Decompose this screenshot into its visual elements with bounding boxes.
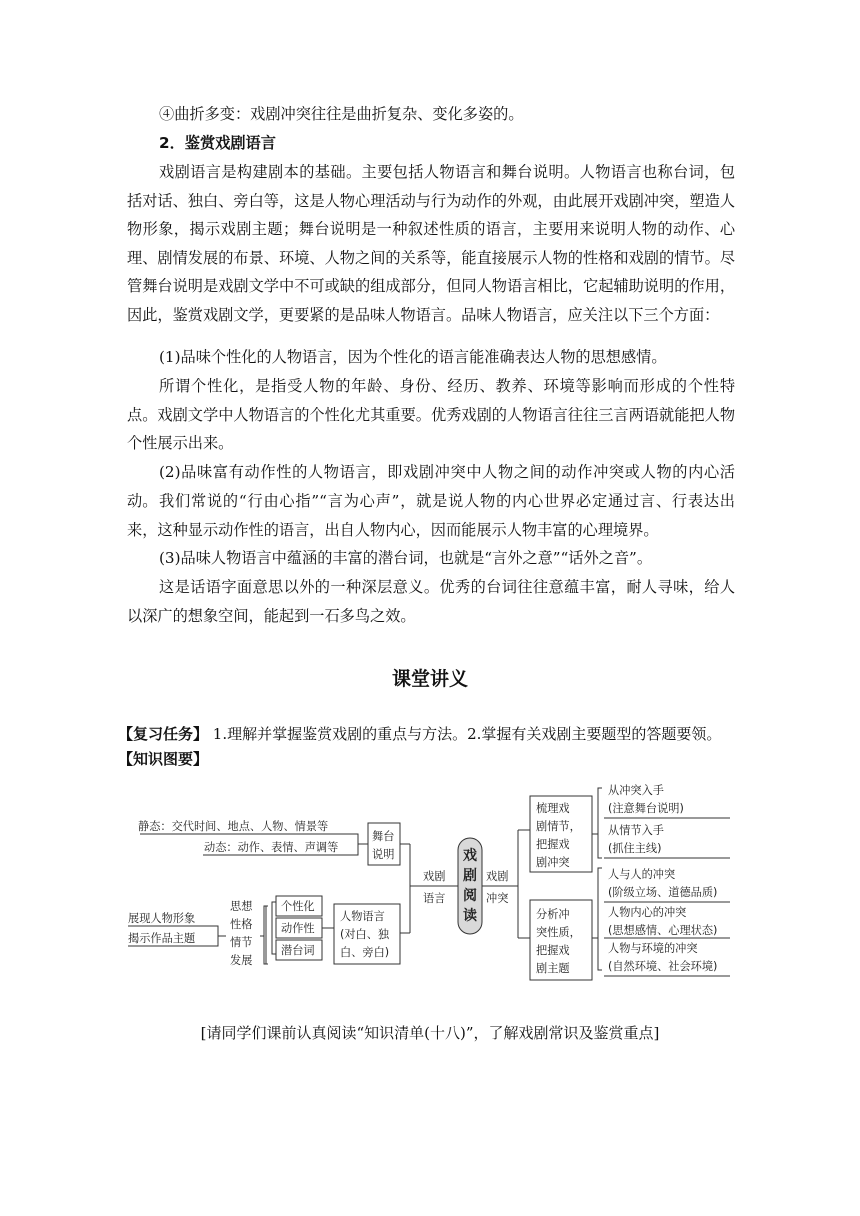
- paragraph-point-2: (2)品味富有动作性的人物语言，即戏剧冲突中人物之间的动作冲突或人物的内心活动。: [127, 463, 735, 510]
- center-char-2: 剧: [463, 868, 477, 884]
- paragraph-action: 我们常说的“行由心指”“言为心声”，就是说人物的内心世界必定通过言、行表达出来，这种显示动作性的语言，出自人物内心，因而能展示人物丰富的心理境界。: [127, 492, 735, 539]
- subheading-drama-language: 2．鉴赏戏剧语言: [159, 134, 276, 152]
- analysis-box-line2: 突性质，: [536, 926, 581, 939]
- person-box-line1: 人物语言: [340, 910, 385, 923]
- section-title: 课堂讲义: [391, 668, 468, 690]
- review-task-tag: 【复习任务】: [118, 725, 209, 743]
- center-char-1: 戏: [463, 848, 477, 864]
- review-task: [118, 722, 721, 746]
- drama-conflict-line2: 冲突: [486, 892, 509, 905]
- trait-1: 思想: [230, 900, 253, 913]
- static-label: 静态：交代时间、地点、人物、情景等: [138, 820, 329, 833]
- plot-item-2-note: (抓住主线): [608, 842, 662, 855]
- plot-box-line2: 剧情节，: [536, 820, 581, 833]
- dynamic-label: 动态：动作、表情、声调等: [204, 841, 339, 854]
- trait-4: 发展: [230, 954, 253, 967]
- plot-box-line3: 把握戏: [536, 838, 570, 851]
- trait-3: 情节: [230, 936, 253, 949]
- person-box-line2: (对白、独: [340, 928, 390, 941]
- left-label-2: 揭示作品主题: [128, 932, 196, 945]
- plot-item-1: 从冲突入手: [608, 784, 664, 797]
- analysis-box-line1: 分析冲: [536, 908, 570, 921]
- center-char-3: 阅: [463, 888, 477, 904]
- stage-box-line1: 舞台: [372, 830, 395, 843]
- person-box-line3: 白、旁白): [340, 946, 390, 959]
- paragraph-twists: ④曲折多变：戏剧冲突往往是曲折复杂、变化多姿的。: [159, 105, 524, 123]
- drama-language-line1: 戏剧: [423, 870, 446, 883]
- stage-box-line2: 说明: [372, 848, 395, 861]
- paragraph-subtext: 这是话语字面意思以外的一种深层意义。优秀的台词往往意蕴丰富，耐人寻味，给人以深广的想象空间，能起到一石多鸟之效。: [127, 578, 735, 625]
- conflict-item-3-note: (自然环境、社会环境): [608, 960, 718, 973]
- review-task-text: 1.理解并掌握鉴赏戏剧的重点与方法。2.掌握有关戏剧主要题型的答题要领。: [208, 725, 722, 743]
- drama-conflict-line1: 戏剧: [486, 870, 509, 883]
- paragraph-point-1: (1)品味个性化的人物语言，因为个性化的语言能准确表达人物的思想感情。: [159, 348, 667, 366]
- paragraph-individuality: 所谓个性化，是指受人物的年龄、身份、经历、教养、环境等影响而形成的个性特点。戏剧文学中人物语言的个性化尤其重要。优秀戏剧的人物语言往往三言两语就能把人物个性展示出来。: [127, 377, 735, 452]
- analysis-box-line3: 把握戏: [536, 944, 570, 957]
- trait-2: 性格: [230, 918, 253, 931]
- center-char-4: 读: [463, 908, 477, 924]
- knowledge-map-diagram: [118, 778, 738, 988]
- reading-instruction: [请同学们课前认真阅读“知识清单(十八)”，了解戏剧常识及鉴赏重点]: [200, 1024, 660, 1042]
- conflict-item-1: 人与人的冲突: [608, 868, 676, 881]
- knowledge-map-tag: 【知识图要】: [118, 750, 209, 768]
- lang-type-3: 潜台词: [281, 944, 315, 957]
- plot-item-2: 从情节入手: [608, 824, 664, 837]
- conflict-item-3: 人物与环境的冲突: [608, 942, 698, 955]
- left-label-1: 展现人物形象: [128, 912, 196, 925]
- plot-item-1-note: (注意舞台说明): [608, 802, 684, 815]
- plot-box-line4: 剧冲突: [536, 856, 570, 869]
- conflict-item-2-note: (思想感情、心理状态): [608, 924, 718, 937]
- analysis-box-line4: 剧主题: [536, 962, 570, 975]
- paragraph-point-3: (3)品味人物语言中蕴涵的丰富的潜台词，也就是“言外之意”“话外之音”。: [159, 549, 653, 567]
- drama-language-line2: 语言: [423, 892, 446, 905]
- conflict-item-1-note: (阶级立场、道德品质): [608, 886, 718, 899]
- lang-type-1: 个性化: [281, 900, 315, 913]
- plot-box-line1: 梳理戏: [536, 802, 570, 815]
- lang-type-2: 动作性: [281, 922, 315, 935]
- paragraph-drama-language: 戏剧语言是构建剧本的基础。主要包括人物语言和舞台说明。人物语言也称台词，包括对话、独白、旁白等，这是人物心理活动与行为动作的外观，由此展开戏剧冲突，塑造人物形象，揭示戏剧主题；舞台说明是一种叙述性质的语言，主要用来说明人物的动作、心理、剧情发展的布景、环境、人物之间的关系等，能直接展示人物的性格和戏剧的情节。尽管舞台说明是戏剧文学中不可或缺的组成部分，但同人物语言相比，它起辅助说明的作用，因此，鉴赏戏剧文学，更要紧的是品味人物语言。品味人物语言，应关注以下三个方面：: [127, 163, 735, 324]
- conflict-item-2: 人物内心的冲突: [608, 906, 687, 919]
